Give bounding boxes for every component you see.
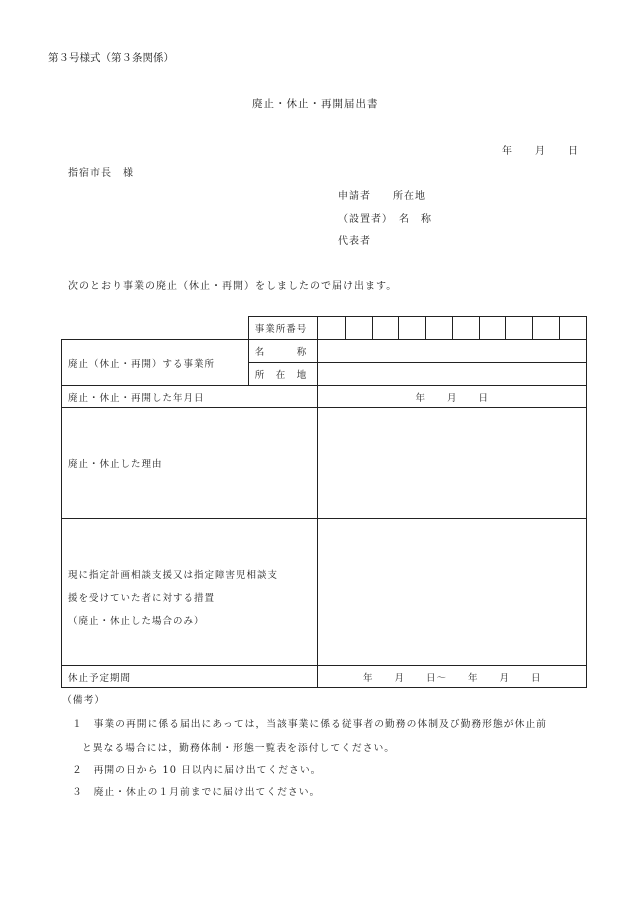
- office-number-box[interactable]: [345, 317, 372, 340]
- date-field[interactable]: 年 月 日: [318, 386, 587, 408]
- office-number-box[interactable]: [533, 317, 559, 340]
- measures-field[interactable]: [318, 519, 587, 666]
- period-label: 休止予定期間: [62, 666, 318, 688]
- notification-form-table: [61, 316, 587, 688]
- office-number-box[interactable]: [479, 317, 505, 340]
- blank-cell: [62, 317, 249, 340]
- office-number-box[interactable]: [399, 317, 426, 340]
- note-item-3: ３ 廃止・休止の１月前までに届け出てください。: [72, 787, 321, 798]
- date-row: [62, 386, 587, 408]
- measures-label-line3: （廃止・休止した場合のみ）: [68, 615, 205, 627]
- office-name-field[interactable]: [318, 340, 587, 363]
- intro-text: 次のとおり事業の廃止（休止・再開）をしましたので届け出ます。: [68, 281, 398, 292]
- note-item-1-continued: と異なる場合には，勤務体制・形態一覧表を添付してください。: [82, 743, 396, 754]
- measures-row: [62, 519, 587, 666]
- note-item-1: １ 事業の再開に係る届出にあっては，当該事業に係る従事者の勤務の体制及び勤務形態が休止前: [72, 719, 547, 730]
- office-number-box[interactable]: [506, 317, 533, 340]
- office-number-box[interactable]: [426, 317, 452, 340]
- date-label: 廃止・休止・再開した年月日: [62, 386, 318, 408]
- office-number-row: [62, 317, 587, 340]
- period-row: [62, 666, 587, 688]
- reason-field[interactable]: [318, 408, 587, 519]
- office-number-label: 事業所番号: [248, 317, 318, 340]
- office-name-label: 名 称: [248, 340, 318, 363]
- form-number: 第３号様式（第３条関係）: [48, 52, 174, 64]
- addressee: 指宿市長 様: [68, 168, 134, 179]
- period-field[interactable]: 年 月 日～ 年 月 日: [318, 666, 587, 688]
- office-location-label: 所 在 地: [248, 363, 318, 386]
- office-number-box[interactable]: [318, 317, 345, 340]
- applicant-name-line: （設置者） 名 称: [338, 214, 432, 225]
- notes-heading: （備考）: [62, 695, 106, 706]
- reason-label: 廃止・休止した理由: [62, 408, 318, 519]
- reason-row: [62, 408, 587, 519]
- date-line: 年 月 日: [502, 146, 579, 157]
- page-title: 廃止・休止・再開届出書: [252, 98, 379, 110]
- office-label: 廃止（休止・再開）する事業所: [62, 340, 249, 386]
- measures-label-line2: 援を受けていた者に対する措置: [68, 592, 216, 604]
- applicant-rep-line: 代表者: [338, 236, 371, 247]
- office-name-row: [62, 340, 587, 363]
- office-number-box[interactable]: [372, 317, 398, 340]
- office-number-box[interactable]: [452, 317, 479, 340]
- measures-label-line1: 現に指定計画相談支援又は指定障害児相談支: [68, 569, 279, 581]
- office-location-field[interactable]: [318, 363, 587, 386]
- note-item-2: ２ 再開の日から 10 日以内に届け出てください。: [72, 765, 322, 776]
- measures-label: [62, 519, 318, 666]
- office-number-box[interactable]: [559, 317, 586, 340]
- applicant-address-line: 申請者 所在地: [338, 191, 426, 202]
